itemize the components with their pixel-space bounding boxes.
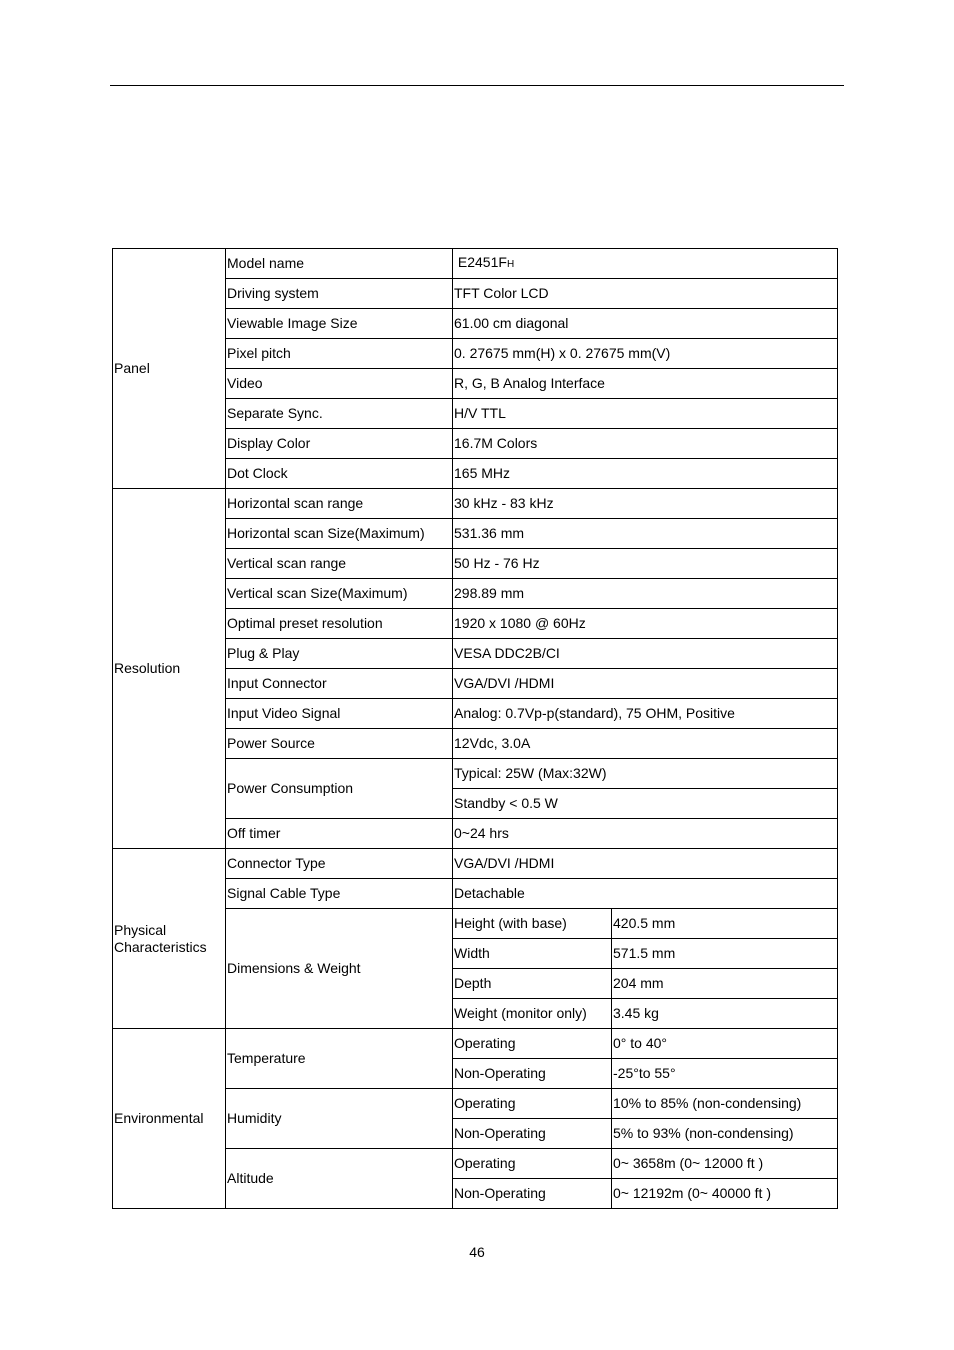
spec-value: 12Vdc, 3.0A: [453, 729, 838, 759]
section-label-resolution: Resolution: [113, 489, 226, 849]
sub-spec-value: 0~ 12192m (0~ 40000 ft ): [612, 1179, 838, 1209]
spec-name: Pixel pitch: [226, 339, 453, 369]
section-label-physical: [113, 849, 226, 1029]
sub-spec-name: Height (with base): [453, 909, 612, 939]
spec-name: Video: [226, 369, 453, 399]
spec-name: Dimensions & Weight: [226, 909, 453, 1029]
spec-name: Horizontal scan range: [226, 489, 453, 519]
spec-value: VESA DDC2B/CI: [453, 639, 838, 669]
sub-spec-name: Depth: [453, 969, 612, 999]
section-label-line: Characteristics: [114, 938, 207, 955]
sub-spec-name: Operating: [453, 1089, 612, 1119]
spec-name: Plug & Play: [226, 639, 453, 669]
sub-spec-value: 0° to 40°: [612, 1029, 838, 1059]
spec-value: Typical: 25W (Max:32W): [453, 759, 838, 789]
spec-name: Horizontal scan Size(Maximum): [226, 519, 453, 549]
spec-name: Input Video Signal: [226, 699, 453, 729]
spec-name: Input Connector: [226, 669, 453, 699]
page-number: 46: [469, 1244, 485, 1260]
spec-name: Altitude: [226, 1149, 453, 1209]
section-label-environmental: Environmental: [113, 1029, 226, 1209]
sub-spec-name: Operating: [453, 1029, 612, 1059]
spec-value: TFT Color LCD: [453, 279, 838, 309]
sub-spec-value: 204 mm: [612, 969, 838, 999]
section-label-line: Physical: [114, 921, 167, 938]
spec-value: 30 kHz - 83 kHz: [453, 489, 838, 519]
spec-value: Analog: 0.7Vp-p(standard), 75 OHM, Positive: [453, 699, 838, 729]
model-name-value: E2451F: [457, 254, 507, 270]
sub-spec-value: 0~ 3658m (0~ 12000 ft ): [612, 1149, 838, 1179]
spec-name: Temperature: [226, 1029, 453, 1089]
table-row: [113, 849, 838, 879]
spec-value: R, G, B Analog Interface: [453, 369, 838, 399]
sub-spec-value: 3.45 kg: [612, 999, 838, 1029]
spec-name: Driving system: [226, 279, 453, 309]
spec-name: Connector Type: [226, 849, 453, 879]
sub-spec-name: Non-Operating: [453, 1119, 612, 1149]
spec-value: 165 MHz: [453, 459, 838, 489]
spec-value: 16.7M Colors: [453, 429, 838, 459]
spec-value: 50 Hz - 76 Hz: [453, 549, 838, 579]
specification-table: [112, 248, 838, 1209]
spec-value: VGA/DVI /HDMI: [453, 849, 838, 879]
spec-name: Optimal preset resolution: [226, 609, 453, 639]
sub-spec-value: 420.5 mm: [612, 909, 838, 939]
spec-value: 61.00 cm diagonal: [453, 309, 838, 339]
model-name-suffix: H: [506, 259, 515, 270]
spec-name: Signal Cable Type: [226, 879, 453, 909]
spec-name: Viewable Image Size: [226, 309, 453, 339]
sub-spec-name: Width: [453, 939, 612, 969]
sub-spec-name: Weight (monitor only): [453, 999, 612, 1029]
sub-spec-name: Non-Operating: [453, 1179, 612, 1209]
spec-value: 0. 27675 mm(H) x 0. 27675 mm(V): [453, 339, 838, 369]
spec-name: Humidity: [226, 1089, 453, 1149]
spec-value: 531.36 mm: [453, 519, 838, 549]
spec-value: 298.89 mm: [453, 579, 838, 609]
sub-spec-name: Operating: [453, 1149, 612, 1179]
table-row: [113, 489, 838, 519]
sub-spec-value: 5% to 93% (non-condensing): [612, 1119, 838, 1149]
spec-name: Vertical scan Size(Maximum): [226, 579, 453, 609]
sub-spec-value: -25°to 55°: [612, 1059, 838, 1089]
spec-name: Display Color: [226, 429, 453, 459]
spec-name: Off timer: [226, 819, 453, 849]
table-row: [113, 249, 838, 279]
spec-value: 1920 x 1080 @ 60Hz: [453, 609, 838, 639]
sub-spec-value: 571.5 mm: [612, 939, 838, 969]
spec-name: Vertical scan range: [226, 549, 453, 579]
spec-name: Model name: [226, 249, 453, 279]
spec-name: Power Consumption: [226, 759, 453, 819]
spec-name: Separate Sync.: [226, 399, 453, 429]
header-rule: [110, 85, 844, 86]
spec-name: Power Source: [226, 729, 453, 759]
spec-value: Detachable: [453, 879, 838, 909]
sub-spec-value: 10% to 85% (non-condensing): [612, 1089, 838, 1119]
spec-value: [453, 249, 838, 279]
spec-value: VGA/DVI /HDMI: [453, 669, 838, 699]
spec-value: Standby < 0.5 W: [453, 789, 838, 819]
spec-value: H/V TTL: [453, 399, 838, 429]
section-label-panel: Panel: [113, 249, 226, 489]
spec-value: 0~24 hrs: [453, 819, 838, 849]
sub-spec-name: Non-Operating: [453, 1059, 612, 1089]
spec-name: Dot Clock: [226, 459, 453, 489]
table-row: [113, 1029, 838, 1059]
